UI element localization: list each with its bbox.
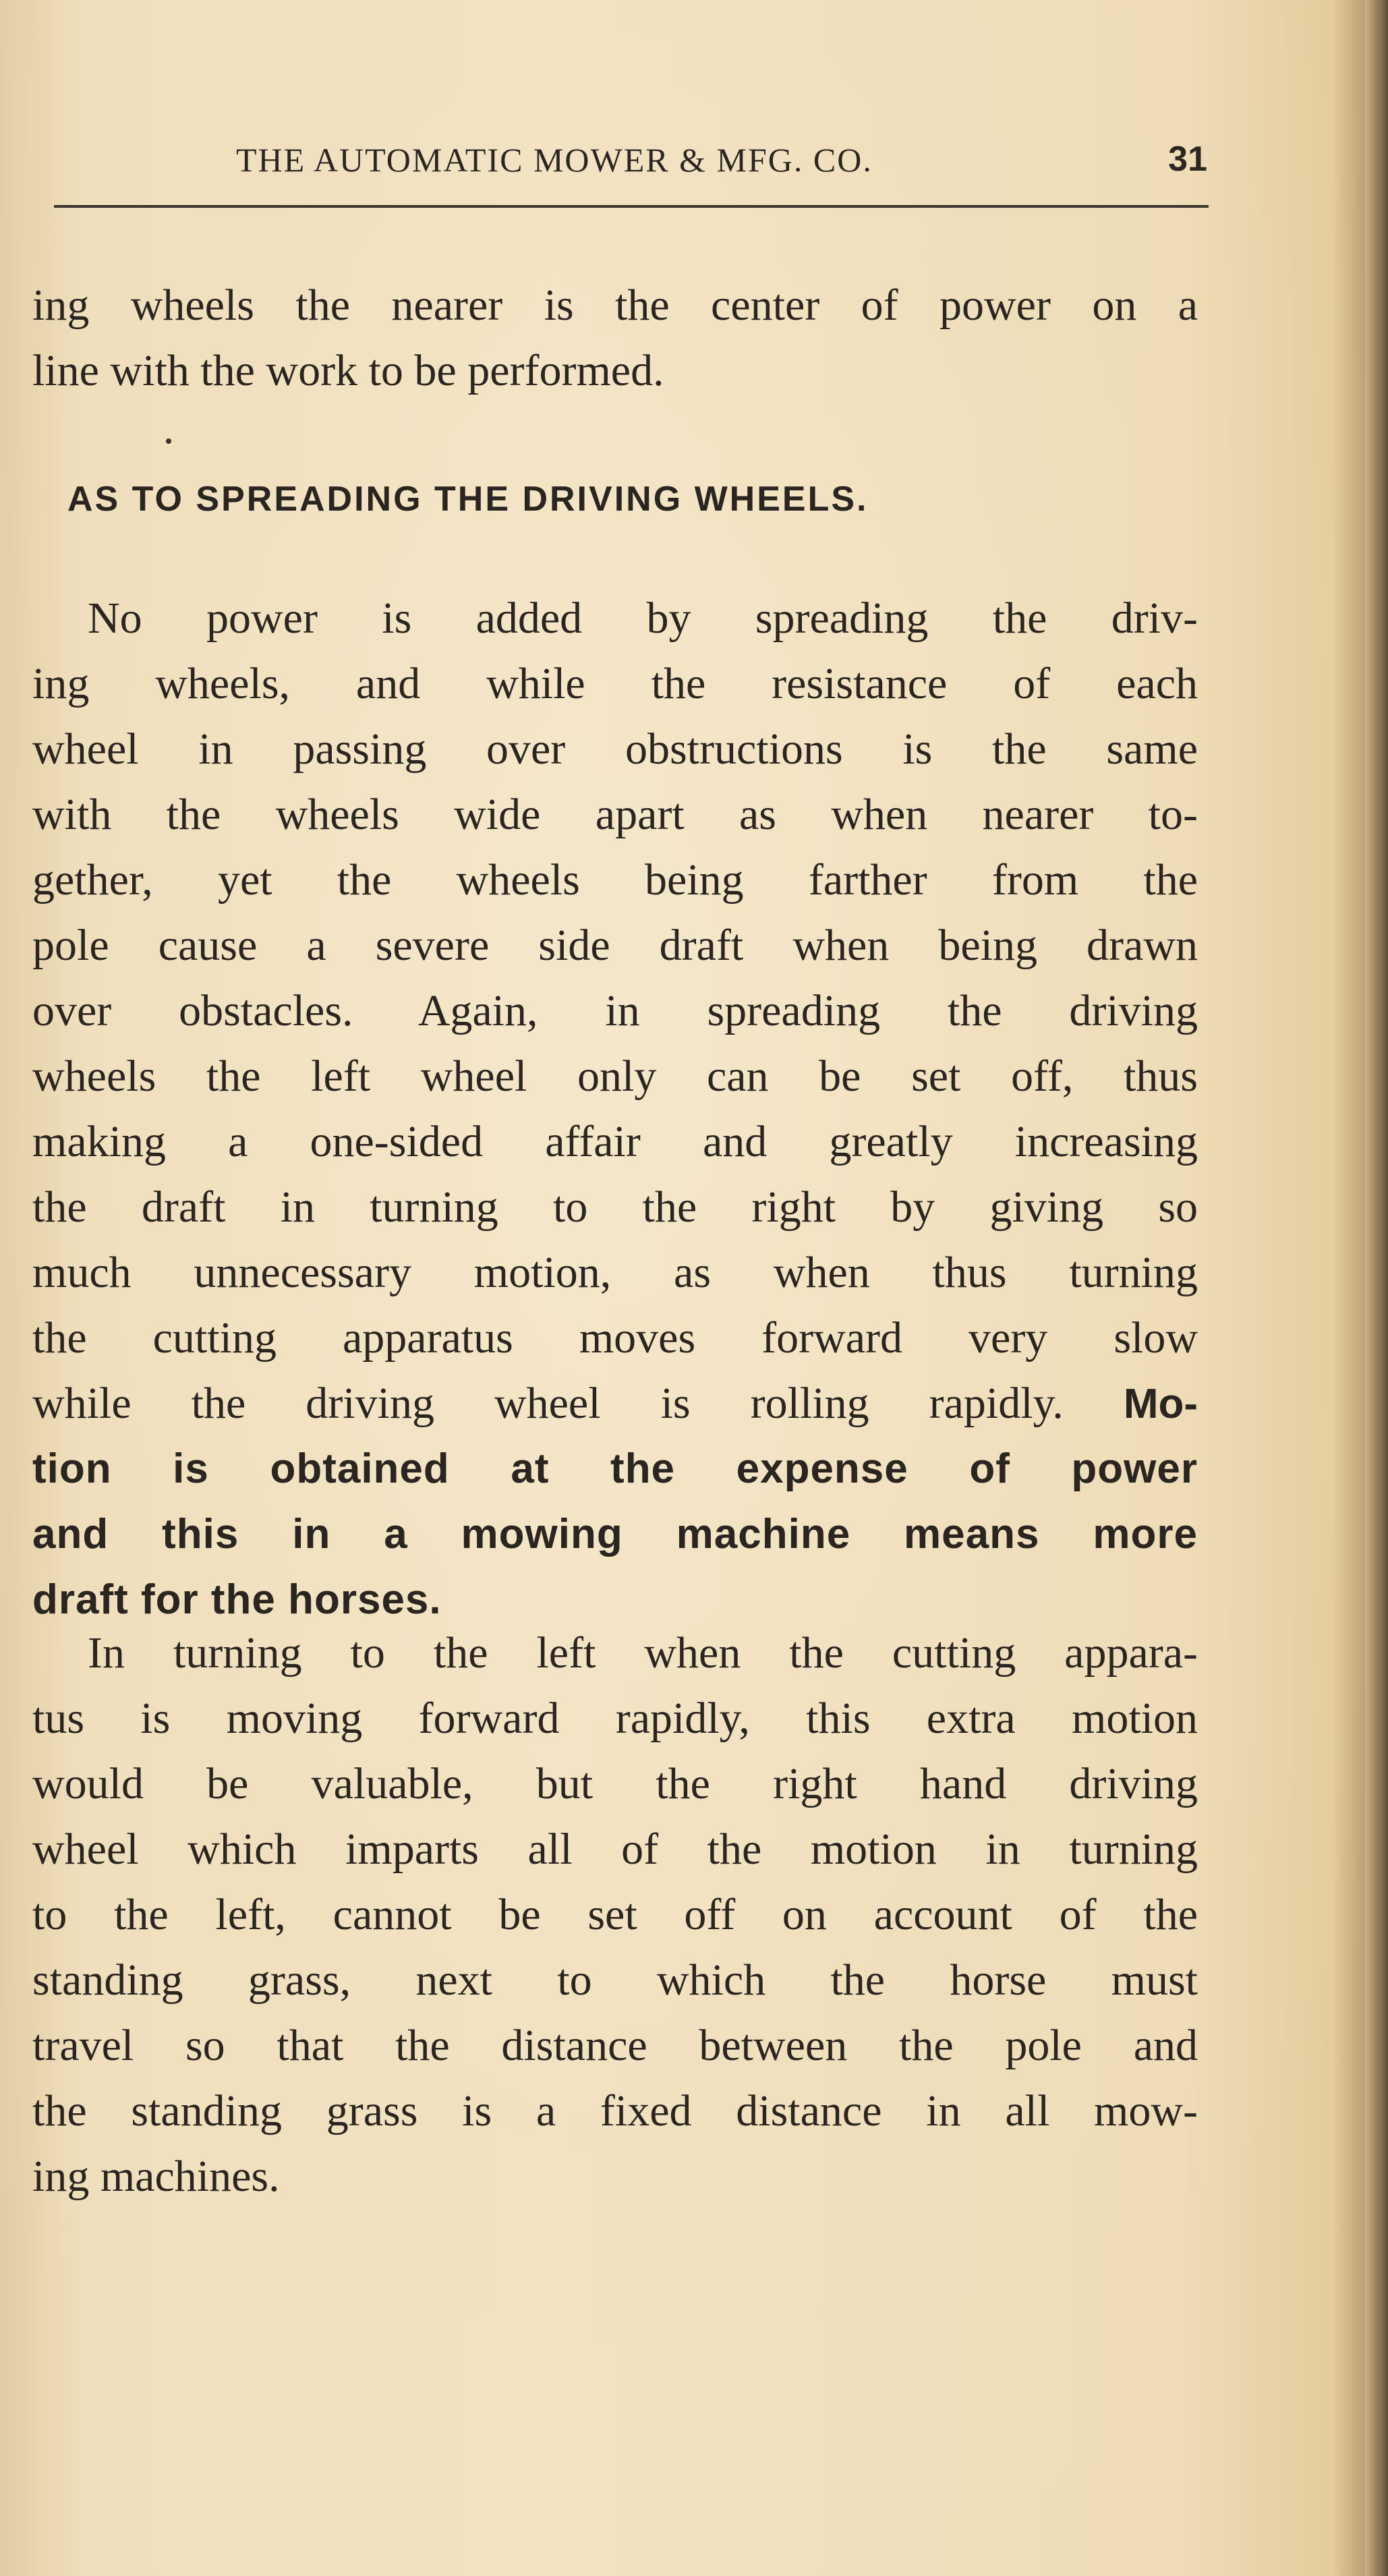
header-rule [54, 205, 1209, 208]
running-head: THE AUTOMATIC MOWER & MFG. CO. [236, 141, 873, 179]
text-line: to the left, cannot be set off on account of the [32, 1890, 1198, 1939]
text-line-mixed [32, 1371, 1198, 1436]
text-line: ing machines. [32, 2152, 280, 2201]
text-line: line with the work to be performed. [32, 346, 664, 395]
text-line: would be valuable, but the right hand driving [32, 1759, 1198, 1808]
paragraph-2 [32, 585, 1198, 1632]
text-line: the standing grass is a fixed distance in all mow- [32, 2086, 1198, 2136]
text-line: No power is added by spreading the driv- [88, 594, 1198, 643]
bold-text-line: tion is obtained at the expense of power [32, 1446, 1198, 1492]
plain-text: while the driving wheel is rolling rapidly. [32, 1379, 1064, 1428]
text-line: tus is moving forward rapidly, this extra motion [32, 1694, 1198, 1743]
bold-text: Mo- [1123, 1381, 1198, 1427]
section-heading: AS TO SPREADING THE DRIVING WHEELS. [67, 480, 869, 519]
text-line: over obstacles. Again, in spreading the driving [32, 986, 1198, 1035]
bold-text-line: and this in a mowing machine means more [32, 1511, 1198, 1557]
page-edge [1365, 0, 1388, 2576]
paragraph-1 [32, 273, 1198, 403]
page-header [236, 132, 1207, 186]
text-line: travel so that the distance between the pole and [32, 2021, 1198, 2070]
text-line: ing wheels the nearer is the center of power on a [32, 281, 1198, 330]
page-number: 31 [1168, 140, 1207, 179]
text-line: with the wheels wide apart as when nearer to- [32, 790, 1198, 839]
text-line: the cutting apparatus moves forward very slow [32, 1313, 1198, 1363]
text-line: much unnecessary motion, as when thus turning [32, 1248, 1198, 1297]
ink-speck [166, 438, 171, 444]
text-line: pole cause a severe side draft when being drawn [32, 921, 1198, 970]
text-line: the draft in turning to the right by giving so [32, 1182, 1198, 1232]
text-line: wheels the left wheel only can be set off, thus [32, 1052, 1198, 1101]
text-line: making a one-sided affair and greatly increasing [32, 1117, 1198, 1166]
text-line: standing grass, next to which the horse must [32, 1955, 1198, 2005]
text-line: gether, yet the wheels being farther from the [32, 855, 1198, 905]
paragraph-3 [32, 1620, 1198, 2209]
text-line: wheel which imparts all of the motion in turning [32, 1825, 1198, 1874]
text-line: wheel in passing over obstructions is the same [32, 724, 1198, 774]
text-line: ing wheels, and while the resistance of each [32, 659, 1198, 708]
text-line: In turning to the left when the cutting appara- [88, 1628, 1198, 1678]
bold-text-line: draft for the horses. [32, 1576, 442, 1623]
